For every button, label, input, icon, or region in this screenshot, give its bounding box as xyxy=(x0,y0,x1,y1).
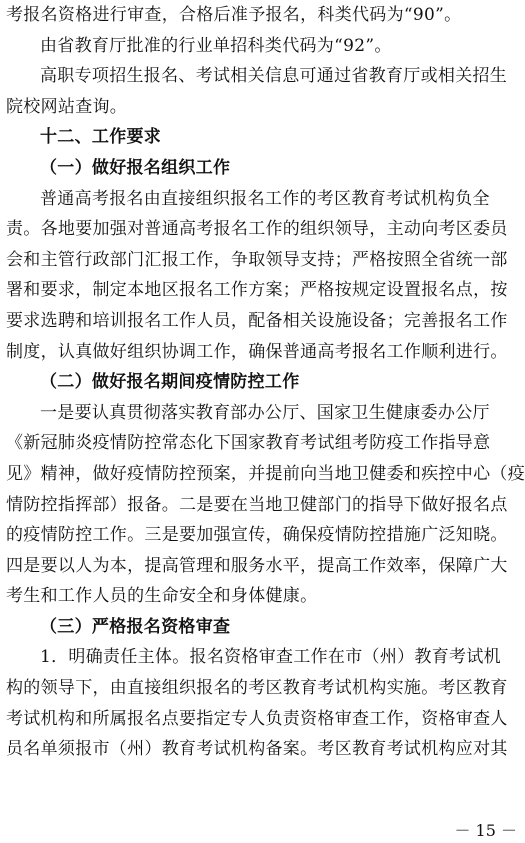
paragraph-line: 高职专项招生报名、考试相关信息可通过省教育厅或相关招生 xyxy=(40,66,508,87)
paragraph-line: 制度，认真做好组织协调工作，确保普通高考报名工作顺利进行。 xyxy=(6,341,508,362)
paragraph-line: 普通高考报名由直接组织报名工作的考区教育考试机构负全 xyxy=(40,188,490,209)
paragraph-line: 责。各地要加强对普通高考报名工作的组织领导，主动向考区委员 xyxy=(6,219,508,240)
paragraph-line: 署和要求，制定本地区报名工作方案；严格按规定设置报名点，按 xyxy=(6,280,508,301)
paragraph-line: 由省教育厅批准的行业单招科类代码为“92”。 xyxy=(40,35,392,56)
section-heading: 十二、工作要求 xyxy=(40,127,162,148)
paragraph-line: 员名单须报市（州）教育考试机构备案。考区教育考试机构应对其 xyxy=(6,739,508,760)
paragraph-line: 的疫情防控工作。三是要加强宣传，确保疫情防控措施广泛知晓。 xyxy=(6,525,508,546)
paragraph-line: 一是要认真贯彻落实教育部办公厅、国家卫生健康委办公厅 xyxy=(40,402,490,423)
paragraph-line: 四是要以人为本，提高管理和服务水平，提高工作效率，保障广大 xyxy=(6,555,508,576)
paragraph-line: 会和主管行政部门汇报工作，争取领导支持；严格按照全省统一部 xyxy=(6,249,508,270)
subsection-heading: （三）严格报名资格审查 xyxy=(40,616,231,637)
paragraph-line: 构的领导下，由直接组织报名的考区教育考试机构实施。考区教育 xyxy=(6,678,508,699)
paragraph-line: 考试机构和所属报名点要指定专人负责资格审查工作，资格审查人 xyxy=(6,708,508,729)
paragraph-line: 见》精神，做好疫情防控预案，并提前向当地卫健委和疾控中心（疫 xyxy=(6,463,525,484)
subsection-heading: （二）做好报名期间疫情防控工作 xyxy=(40,372,300,393)
paragraph-line: 情防控指挥部）报备。二是要在当地卫健部门的指导下做好报名点 xyxy=(6,494,508,515)
paragraph-line: 考生和工作人员的生命安全和身体健康。 xyxy=(6,586,318,607)
document-body xyxy=(6,0,525,765)
subsection-heading: （一）做好报名组织工作 xyxy=(40,157,231,178)
paragraph-line: 1．明确责任主体。报名资格审查工作在市（州）教育考试机 xyxy=(40,647,501,668)
page-number: － 15 － xyxy=(454,821,517,840)
paragraph-line: 考报名资格进行审查，合格后准予报名，科类代码为“90”。 xyxy=(6,5,462,25)
paragraph-line: 《新冠肺炎疫情防控常态化下国家教育考试组考防疫工作指导意 xyxy=(6,433,491,454)
paragraph-line: 院校网站查询。 xyxy=(6,96,128,117)
paragraph-line: 要求选聘和培训报名工作人员，配备相关设施设备；完善报名工作 xyxy=(6,310,508,331)
